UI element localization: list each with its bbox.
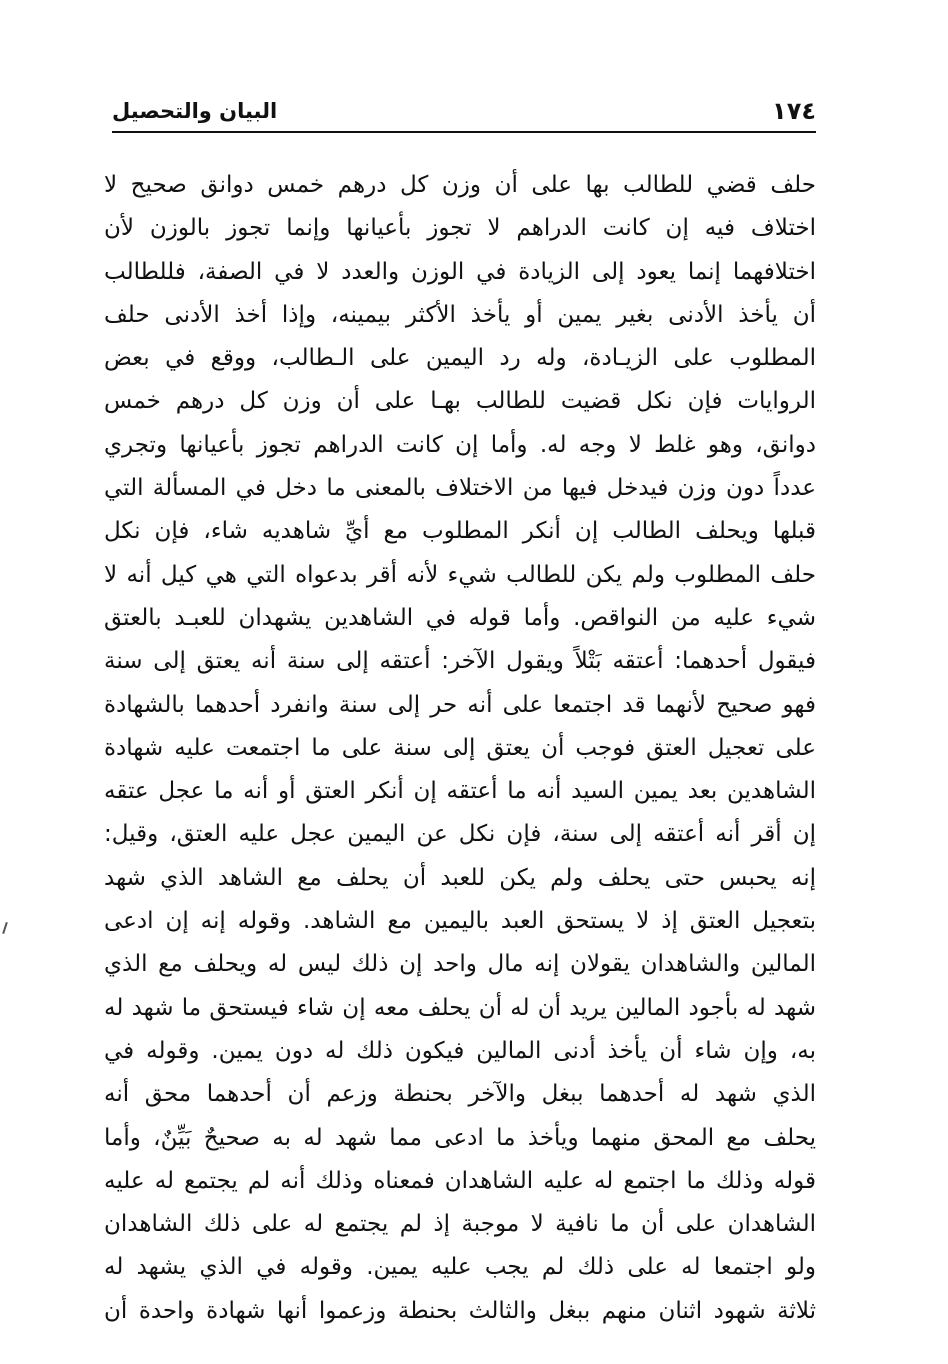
text-line: به، وإن شاء أن يأخذ أدنى المالين فيكون ذلك له دون يمين. وقوله في bbox=[104, 1037, 816, 1064]
text-line: الذي شهد له أحدهما ببغل والآخر بحنطة وزعم أن أحدهما محق أنه bbox=[104, 1081, 816, 1108]
text-line: قبلها ويحلف الطالب إن أنكر المطلوب مع أيِّ شاهديه شاء، فإن نكل bbox=[104, 518, 816, 545]
text-line: دوانق، وهو غلط لا وجه له. وأما إن كانت الدراهم تجوز بأعيانها وتجري bbox=[104, 431, 816, 458]
text-line: المالين والشاهدان يقولان إنه مال واحد إن ذلك ليس له ويحلف مع الذي bbox=[104, 951, 816, 978]
text-line: عدداً دون وزن فيدخل فيها من الاختلاف بالمعنى ما دخل في المسألة التي bbox=[104, 475, 816, 502]
text-line: بتعجيل العتق إذ لا يستحق العبد باليمين مع الشاهد. وقوله إنه إن ادعى bbox=[104, 908, 816, 935]
text-line: شيء عليه من النواقص. وأما قوله في الشاهدين يشهدان للعبـد بالعتق bbox=[104, 604, 816, 631]
text-line: الروايات فإن نكل قضيت للطالب بهـا على أن وزن كل درهم خمس bbox=[104, 388, 816, 415]
text-line: الشاهدان على أن ما نافية لا موجبة إذ لم يجتمع له على ذلك الشاهدان bbox=[104, 1211, 816, 1238]
text-line: حلف قضي للطالب بها على أن وزن كل درهم خمس دوانق صحيح لا bbox=[104, 172, 816, 198]
text-line: على تعجيل العتق فوجب أن يعتق إلى سنة على ما اجتمعت عليه شهادة bbox=[104, 734, 816, 761]
text-line: شهد له بأجود المالين يريد أن له أن يحلف معه إن شاء فيستحق ما شهد له bbox=[104, 994, 816, 1021]
page-header bbox=[112, 96, 816, 126]
text-line: اختلافهما إنما يعود إلى الزيادة في الوزن والعدد لا في الصفة، فللطالب bbox=[104, 258, 816, 285]
text-line: إن أقر أنه أعتقه إلى سنة، فإن نكل عن اليمين عجل عليه العتق، وقيل: bbox=[104, 821, 816, 848]
text-line: أن يأخذ الأدنى بغير يمين أو يأخذ الأكثر بيمينه، وإذا أخذ الأدنى حلف bbox=[104, 301, 816, 328]
text-line: المطلوب على الزيـادة، وله رد اليمين على الـطالب، ووقع في بعض bbox=[104, 345, 816, 372]
header-rule bbox=[112, 131, 816, 133]
text-line: حلف المطلوب ولم يكن للطالب شيء لأنه أقر بدعواه التي هي كيل أنه لا bbox=[104, 561, 816, 588]
text-line: فهو صحيح لأنهما قد اجتمعا على أنه حر إلى سنة وانفرد أحدهما بالشهادة bbox=[104, 691, 816, 718]
text-line: اختلاف فيه إن كانت الدراهم لا تجوز بأعيانها وإنما تجوز بالوزن لأن bbox=[104, 215, 816, 242]
text-line: ولو اجتمعا له على ذلك لم يجب عليه يمين. وقوله في الذي يشهد له bbox=[104, 1254, 816, 1281]
text-line: إنه يحبس حتى يحلف ولم يكن للعبد أن يحلف مع الشاهد الذي شهد bbox=[104, 864, 816, 891]
text-line: يحلف مع المحق منهما ويأخذ ما ادعى مما شهد له به صحيحٌ بَيِّنٌ، وأما bbox=[104, 1124, 816, 1151]
scan-mark bbox=[2, 922, 8, 934]
running-title: البيان والتحصيل bbox=[112, 99, 278, 123]
text-line: فيقول أحدهما: أعتقه بَتْلاً ويقول الآخر: أعتقه إلى سنة أنه يعتق إلى سنة bbox=[104, 648, 816, 675]
body-text bbox=[104, 164, 816, 1333]
page-number: ١٧٤ bbox=[772, 97, 816, 125]
text-line: ثلاثة شهود اثنان منهم ببغل والثالث بحنطة وزعموا أنها شهادة واحدة أن bbox=[104, 1297, 816, 1324]
text-line: قوله وذلك ما اجتمع له عليه الشاهدان فمعناه وذلك أنه لم يجتمع له عليه bbox=[104, 1167, 816, 1194]
text-line: الشاهدين بعد يمين السيد أنه ما أعتقه إن أنكر العتق أو أنه ما عجل عتقه bbox=[104, 778, 816, 805]
